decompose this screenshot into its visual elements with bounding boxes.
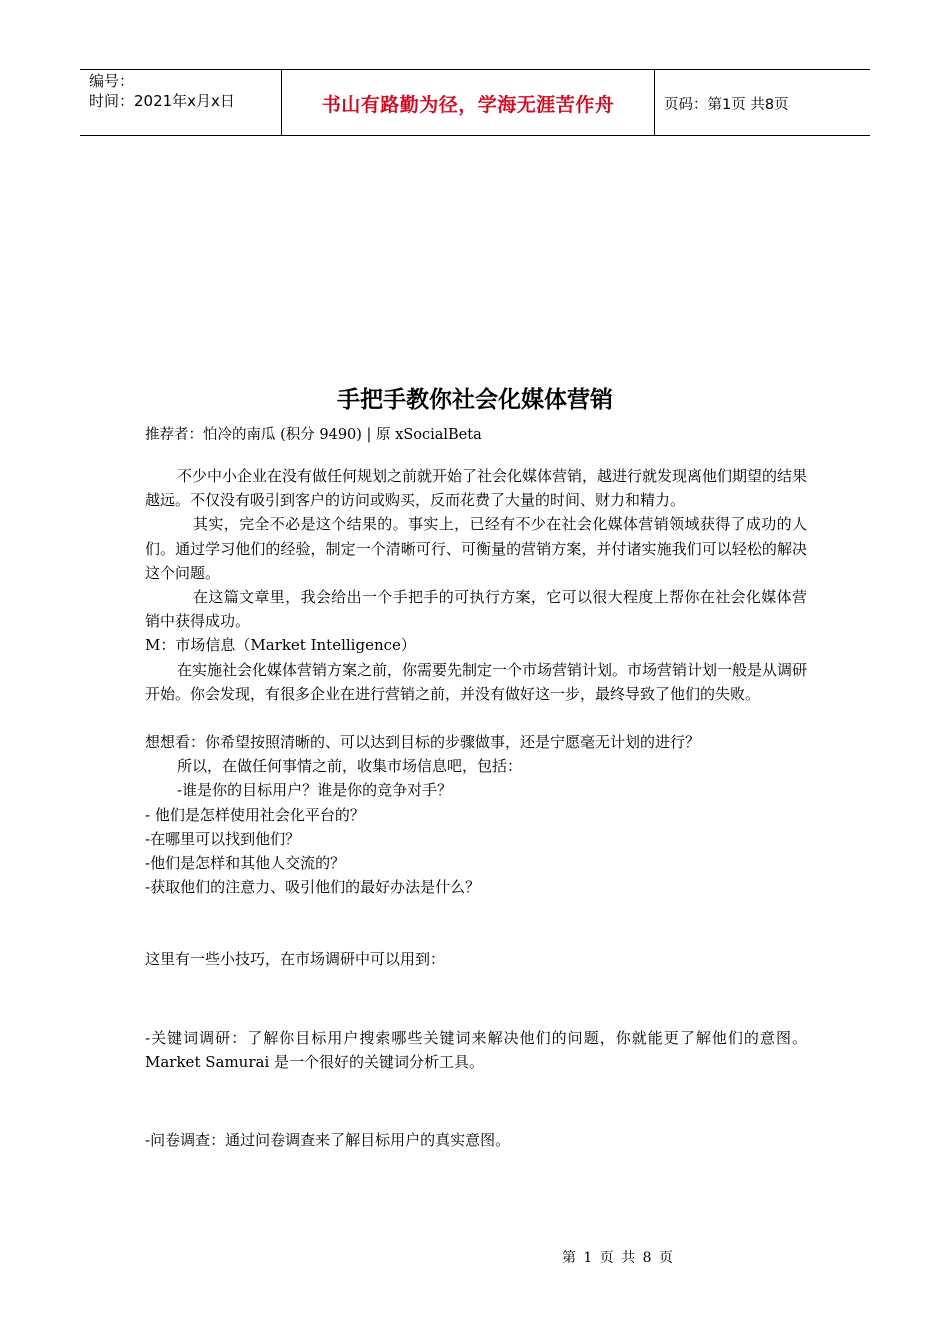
paragraph-in-fact: 其实，完全不必是这个结果的。事实上，已经有不少在社会化媒体营销领域获得了成功的人们。通过学习他们的经验，制定一个清晰可行、可衡量的营销方案，并付诸实施我们可以轻松的解决这个问题。 bbox=[145, 515, 807, 582]
header-time-label: 时间：2021年x月x日 bbox=[89, 92, 235, 110]
list-item: -在哪里可以找到他们？ bbox=[145, 829, 301, 848]
list-item-survey: -问卷调查：通过问卷调查来了解目标用户的真实意图。 bbox=[145, 1131, 511, 1150]
list-item: - 他们是怎样使用社会化平台的？ bbox=[145, 805, 365, 824]
paragraph-think: 想想看：你希望按照清晰的、可以达到目标的步骤做事，还是宁愿毫无计划的进行？ bbox=[145, 733, 701, 752]
paragraph-market-plan: 在实施社会化媒体营销方案之前，你需要先制定一个市场营销计划。市场营销计划一般是从调研开始。你会发现，有很多企业在进行营销之前，并没有做好这一步，最终导致了他们的失败。 bbox=[145, 660, 808, 703]
header-number-label: 编号： bbox=[89, 72, 135, 90]
header-divider-2 bbox=[654, 69, 655, 136]
paragraph-intro: 不少中小企业在没有做任何规划之前就开始了社会化媒体营销，越进行就发现离他们期望的结果越远。不仅没有吸引到客户的访问或购买，反而花费了大量的时间、财力和精力。 bbox=[145, 467, 808, 510]
list-item-keyword-research: -关键词调研：了解你目标用户搜索哪些关键词来解决他们的问题，你就能更了解他们的意图。Market Samurai 是一个很好的关键词分析工具。 bbox=[145, 1028, 807, 1071]
page-footer: 第 1 页 共 8 页 bbox=[561, 1250, 674, 1266]
header-top-rule bbox=[80, 69, 870, 70]
header-page-info: 页码：第1页 共8页 bbox=[664, 97, 789, 113]
article-body bbox=[145, 464, 807, 1152]
paragraph-tips: 这里有一些小技巧，在市场调研中可以用到： bbox=[145, 950, 446, 969]
section-heading-market-intelligence: M：市场信息（Market Intelligence） bbox=[145, 636, 416, 655]
header-bottom-rule bbox=[80, 135, 870, 136]
paragraph-collect: 所以，在做任何事情之前，收集市场信息吧，包括： bbox=[177, 757, 523, 776]
document-title: 手把手教你社会化媒体营销 bbox=[337, 387, 613, 413]
header-meta bbox=[89, 71, 279, 111]
paragraph-plan: 在这篇文章里，我会给出一个手把手的可执行方案，它可以很大程度上帮你在社会化媒体营销中获得成功。 bbox=[145, 588, 807, 631]
list-item: -获取他们的注意力、吸引他们的最好办法是什么？ bbox=[145, 878, 481, 897]
list-item: -谁是你的目标用户？谁是你的竞争对手？ bbox=[177, 781, 453, 800]
header-motto: 书山有路勤为径，学海无涯苦作舟 bbox=[321, 94, 615, 116]
recommender-line: 推荐者：怕冷的南瓜 (积分 9490) | 原 xSocialBeta bbox=[145, 427, 482, 443]
list-item: -他们是怎样和其他人交流的？ bbox=[145, 854, 346, 873]
